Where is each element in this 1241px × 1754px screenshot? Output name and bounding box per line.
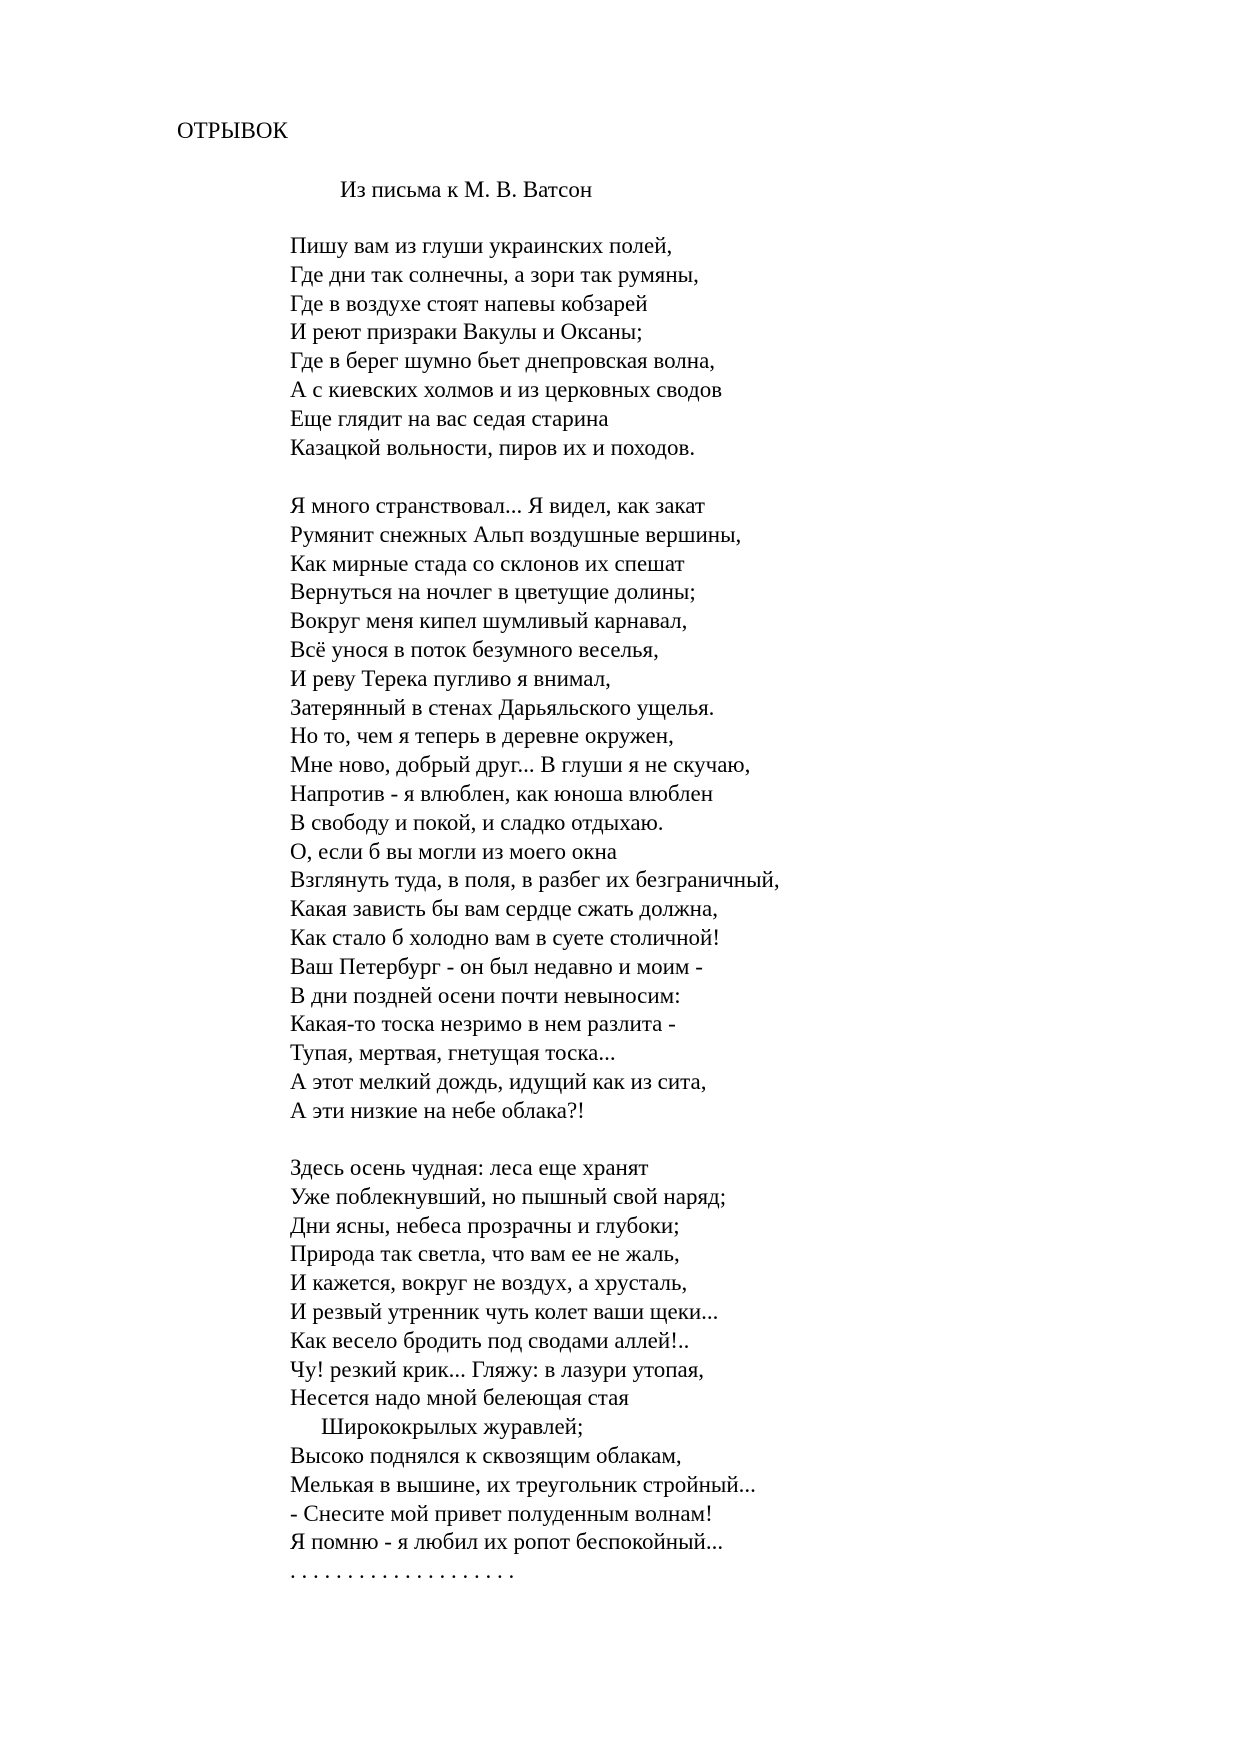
poem-ellipsis-line: . . . . . . . . . . . . . . . . . . . . xyxy=(290,1558,515,1584)
poem-line: И реву Терека пугливо я внимал, xyxy=(290,665,611,691)
poem-line: О, если б вы могли из моего окна xyxy=(290,838,617,864)
poem-line: Вернуться на ночлег в цветущие долины; xyxy=(290,579,696,605)
poem-line: Где в воздухе стоят напевы кобзарей xyxy=(290,290,648,316)
poem-line: Как стало б холодно вам в суете столичной! xyxy=(290,924,720,950)
poem-line: Напротив - я влюблен, как юноша влюблен xyxy=(290,780,714,806)
poem-line: Какая зависть бы вам сердце сжать должна, xyxy=(290,896,718,922)
stanza-1 xyxy=(290,232,722,462)
poem-line: А с киевских холмов и из церковных сводов xyxy=(290,376,723,402)
poem-line: Пишу вам из глуши украинских полей, xyxy=(290,233,673,258)
poem-line: Казацкой вольности, пиров их и походов. xyxy=(290,434,696,460)
poem-line: Где дни так солнечны, а зори так румяны, xyxy=(290,261,699,287)
poem-title: ОТРЫВОК xyxy=(177,118,288,143)
poem-line: Какая-то тоска незримо в нем разлита - xyxy=(290,1011,676,1037)
poem-line: В дни поздней осени почти невыносим: xyxy=(290,982,681,1008)
poem-line: Всё унося в поток безумного веселья, xyxy=(290,636,659,662)
poem-line: И реют призраки Вакулы и Оксаны; xyxy=(290,319,643,345)
poem-line: Здесь осень чудная: леса еще хранят xyxy=(290,1155,649,1180)
poem-line: Высоко поднялся к сквозящим облакам, xyxy=(290,1442,682,1468)
poem-line: Дни ясны, небеса прозрачны и глубоки; xyxy=(290,1212,680,1238)
poem-line: В свободу и покой, и сладко отдыхаю. xyxy=(290,809,664,835)
poem-line: Но то, чем я теперь в деревне окружен, xyxy=(290,723,674,749)
poem-line: Как мирные стада со склонов их спешат xyxy=(290,550,685,576)
stanza-3 xyxy=(290,1154,756,1586)
poem-line: Я помню - я любил их ропот беспокойный... xyxy=(290,1529,724,1555)
poem-line: - Снесите мой привет полуденным волнам! xyxy=(290,1500,713,1526)
poem-subtitle: Из письма к М. В. Ватсон xyxy=(340,177,593,202)
poem-line: А эти низкие на небе облака?! xyxy=(290,1097,585,1123)
poem-line: Мне ново, добрый друг... В глуши я не скучаю, xyxy=(290,752,751,778)
poem-line: Вокруг меня кипел шумливый карнавал, xyxy=(290,608,688,634)
poem-line: Румянит снежных Альп воздушные вершины, xyxy=(290,521,742,547)
poem-line: Тупая, мертвая, гнетущая тоска... xyxy=(290,1040,616,1066)
poem-line: Ваш Петербург - он был недавно и моим - xyxy=(290,953,703,979)
poem-line: Уже поблекнувший, но пышный свой наряд; xyxy=(290,1183,727,1209)
poem-line: Мелькая в вышине, их треугольник стройный... xyxy=(290,1471,756,1497)
poem-line-indented: Ширококрылых журавлей; xyxy=(321,1414,584,1440)
poem-line: Несется надо мной белеющая стая xyxy=(290,1385,629,1411)
poem-line: Как весело бродить под сводами аллей!.. xyxy=(290,1327,690,1353)
poem-line: Где в берег шумно бьет днепровская волна, xyxy=(290,348,716,374)
poem-line: Чу! резкий крик... Гляжу: в лазури утопая, xyxy=(290,1356,705,1382)
poem-line: Затерянный в стенах Дарьяльского ущелья. xyxy=(290,694,715,720)
poem-line: И резвый утренник чуть колет ваши щеки... xyxy=(290,1298,719,1324)
poem-line: Взглянуть туда, в поля, в разбег их безграничный, xyxy=(290,867,780,893)
poem-line: Я много странствовал... Я видел, как закат xyxy=(290,493,705,518)
poem-line: Природа так светла, что вам ее не жаль, xyxy=(290,1241,680,1267)
stanza-2 xyxy=(290,492,780,1126)
poem-line: А этот мелкий дождь, идущий как из сита, xyxy=(290,1068,707,1094)
poem-line: Еще глядит на вас седая старина xyxy=(290,405,609,431)
poem-line: И кажется, вокруг не воздух, а хрусталь, xyxy=(290,1270,688,1296)
